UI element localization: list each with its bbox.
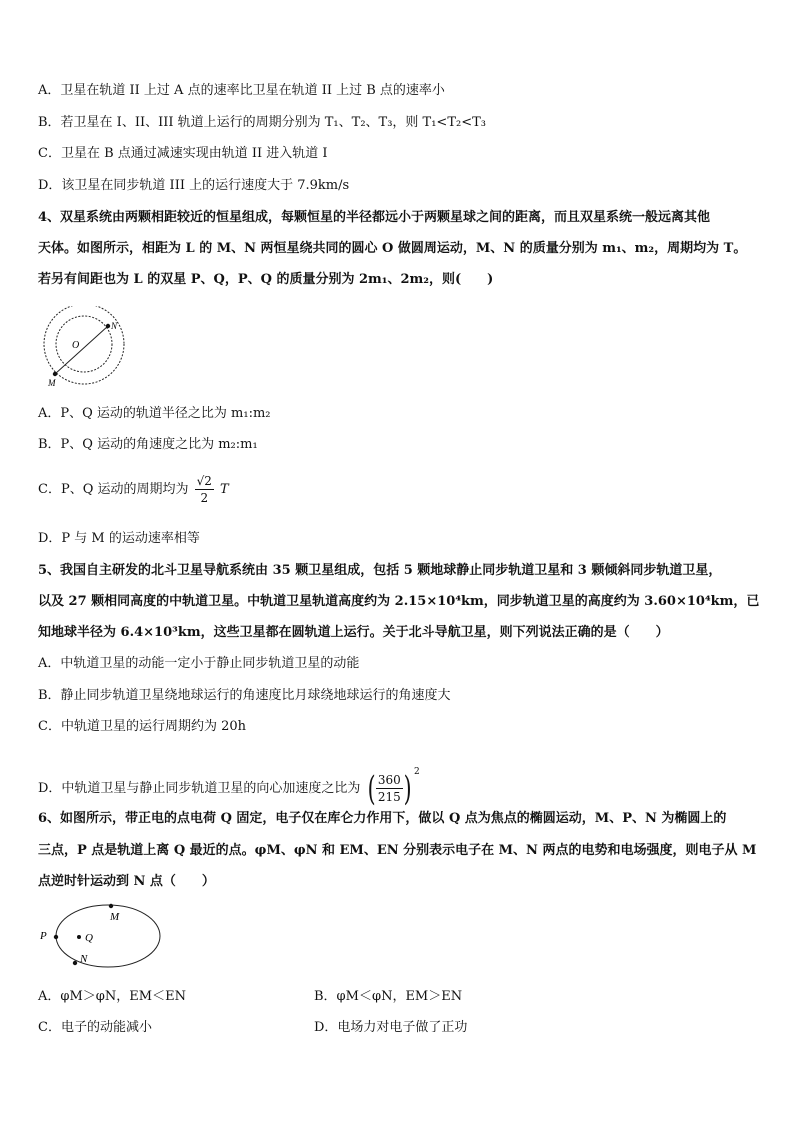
q3-option-a: A．卫星在轨道 II 上过 A 点的速率比卫星在轨道 II 上过 B 点的速率小 xyxy=(38,83,445,98)
q6-stem-line-2: 三点，P 点是轨道上离 Q 最近的点。φM、φN 和 EM、EN 分别表示电子在 M、N 两点的电势和电场强度，则电子从 M xyxy=(38,843,757,858)
q4-stem-line-1: 4、双星系统由两颗相距较近的恒星组成，每颗恒星的半径都远小于两颗星球之间的距离，而且双星系统一般远离其他 xyxy=(38,210,711,225)
fraction-numerator: 360 xyxy=(377,773,401,787)
star-label-n: N xyxy=(111,321,118,331)
point-p-dot xyxy=(54,935,58,939)
q6-option-b: B．φM＜φN，EM＞EN xyxy=(314,989,463,1004)
ellipse-orbit-figure xyxy=(38,902,164,972)
inner-orbit-circle xyxy=(56,316,112,372)
q6-option-d: D．电场力对电子做了正功 xyxy=(314,1020,468,1035)
star-connecting-line xyxy=(55,326,108,374)
label-n: N xyxy=(80,953,88,965)
q4-stem-line-2: 天体。如图所示，相距为 L 的 M、N 两恒星绕共同的圆心 O 做圆周运动，M、N 的质量分别为 m₁、m₂，周期均为 T。 xyxy=(38,241,747,256)
q4-option-c-fraction xyxy=(195,473,214,506)
fraction-denominator: 2 xyxy=(200,491,209,505)
q4-option-d: D．P 与 M 的运动速率相等 xyxy=(38,531,200,546)
binary-star-figure xyxy=(40,306,130,388)
q4-option-c-suffix: T xyxy=(220,482,229,497)
q6-stem-line-1: 6、如图所示，带正电的点电荷 Q 固定，电子仅在库仑力作用下，做以 Q 点为焦点的椭圆运动，M、P、N 为椭圆上的 xyxy=(38,811,727,826)
fraction-denominator: 215 xyxy=(377,790,401,804)
q5-option-d-prefix: D．中轨道卫星与静止同步轨道卫星的向心加速度之比为 xyxy=(38,781,361,796)
q5-option-a: A．中轨道卫星的动能一定小于静止同步轨道卫星的动能 xyxy=(38,656,360,671)
exponent: 2 xyxy=(414,767,420,777)
q4-option-a: A．P、Q 运动的轨道半径之比为 m₁:m₂ xyxy=(38,406,271,421)
star-m-dot xyxy=(53,372,57,376)
center-label-o: O xyxy=(72,340,80,351)
q5-stem-line-2: 以及 27 颗相同高度的中轨道卫星。中轨道卫星轨道高度约为 2.15×10⁴km，同步轨道卫星的高度约为 3.60×10⁴km，已 xyxy=(38,594,760,609)
q4-option-c xyxy=(38,472,764,508)
point-m-dot xyxy=(109,904,113,908)
label-m: M xyxy=(110,911,120,923)
q6-option-a: A．φM＞φN，EM＜EN xyxy=(38,989,186,1004)
q5-option-c: C．中轨道卫星的运行周期约为 20h xyxy=(38,719,246,734)
label-p: P xyxy=(40,930,47,942)
q6-stem-line-3: 点逆时针运动到 N 点（ ） xyxy=(38,874,215,889)
q5-stem-line-1: 5、我国自主研发的北斗卫星导航系统由 35 颗卫星组成，包括 5 颗地球静止同步轨道卫星和 3 颗倾斜同步轨道卫星， xyxy=(38,563,722,578)
point-n-dot xyxy=(73,961,77,965)
q3-option-c: C．卫星在 B 点通过减速实现由轨道 II 进入轨道 I xyxy=(38,146,328,161)
right-paren: ) xyxy=(403,768,412,809)
left-paren: ( xyxy=(367,768,376,809)
q5-option-d xyxy=(38,752,764,809)
star-label-m: M xyxy=(48,378,56,388)
q3-option-d: D．该卫星在同步轨道 III 上的运行速度大于 7.9km/s xyxy=(38,178,350,193)
q5-option-d-fraction xyxy=(376,772,403,805)
charge-q-dot xyxy=(77,935,81,939)
fraction-numerator: √2 xyxy=(196,474,212,488)
ellipse-orbit xyxy=(56,905,160,967)
star-n-dot xyxy=(106,324,110,328)
q4-option-c-prefix: C．P、Q 运动的周期均为 xyxy=(38,482,189,497)
q5-option-b: B．静止同步轨道卫星绕地球运行的角速度比月球绕地球运行的角速度大 xyxy=(38,688,451,703)
label-q: Q xyxy=(85,932,93,944)
q4-stem-line-3: 若另有间距也为 L 的双星 P、Q，P、Q 的质量分别为 2m₁、2m₂，则( ) xyxy=(38,272,494,287)
q4-option-b: B．P、Q 运动的角速度之比为 m₂:m₁ xyxy=(38,437,258,452)
q5-stem-line-3: 知地球半径为 6.4×10³km，这些卫星都在圆轨道上运行。关于北斗导航卫星，则下列说法正确的是（ ） xyxy=(38,625,669,640)
q3-option-b: B．若卫星在 I、II、III 轨道上运行的周期分别为 T₁、T₂、T₃，则 T₁<T₂<T₃ xyxy=(38,115,486,130)
q6-option-c: C．电子的动能减小 xyxy=(38,1020,152,1035)
